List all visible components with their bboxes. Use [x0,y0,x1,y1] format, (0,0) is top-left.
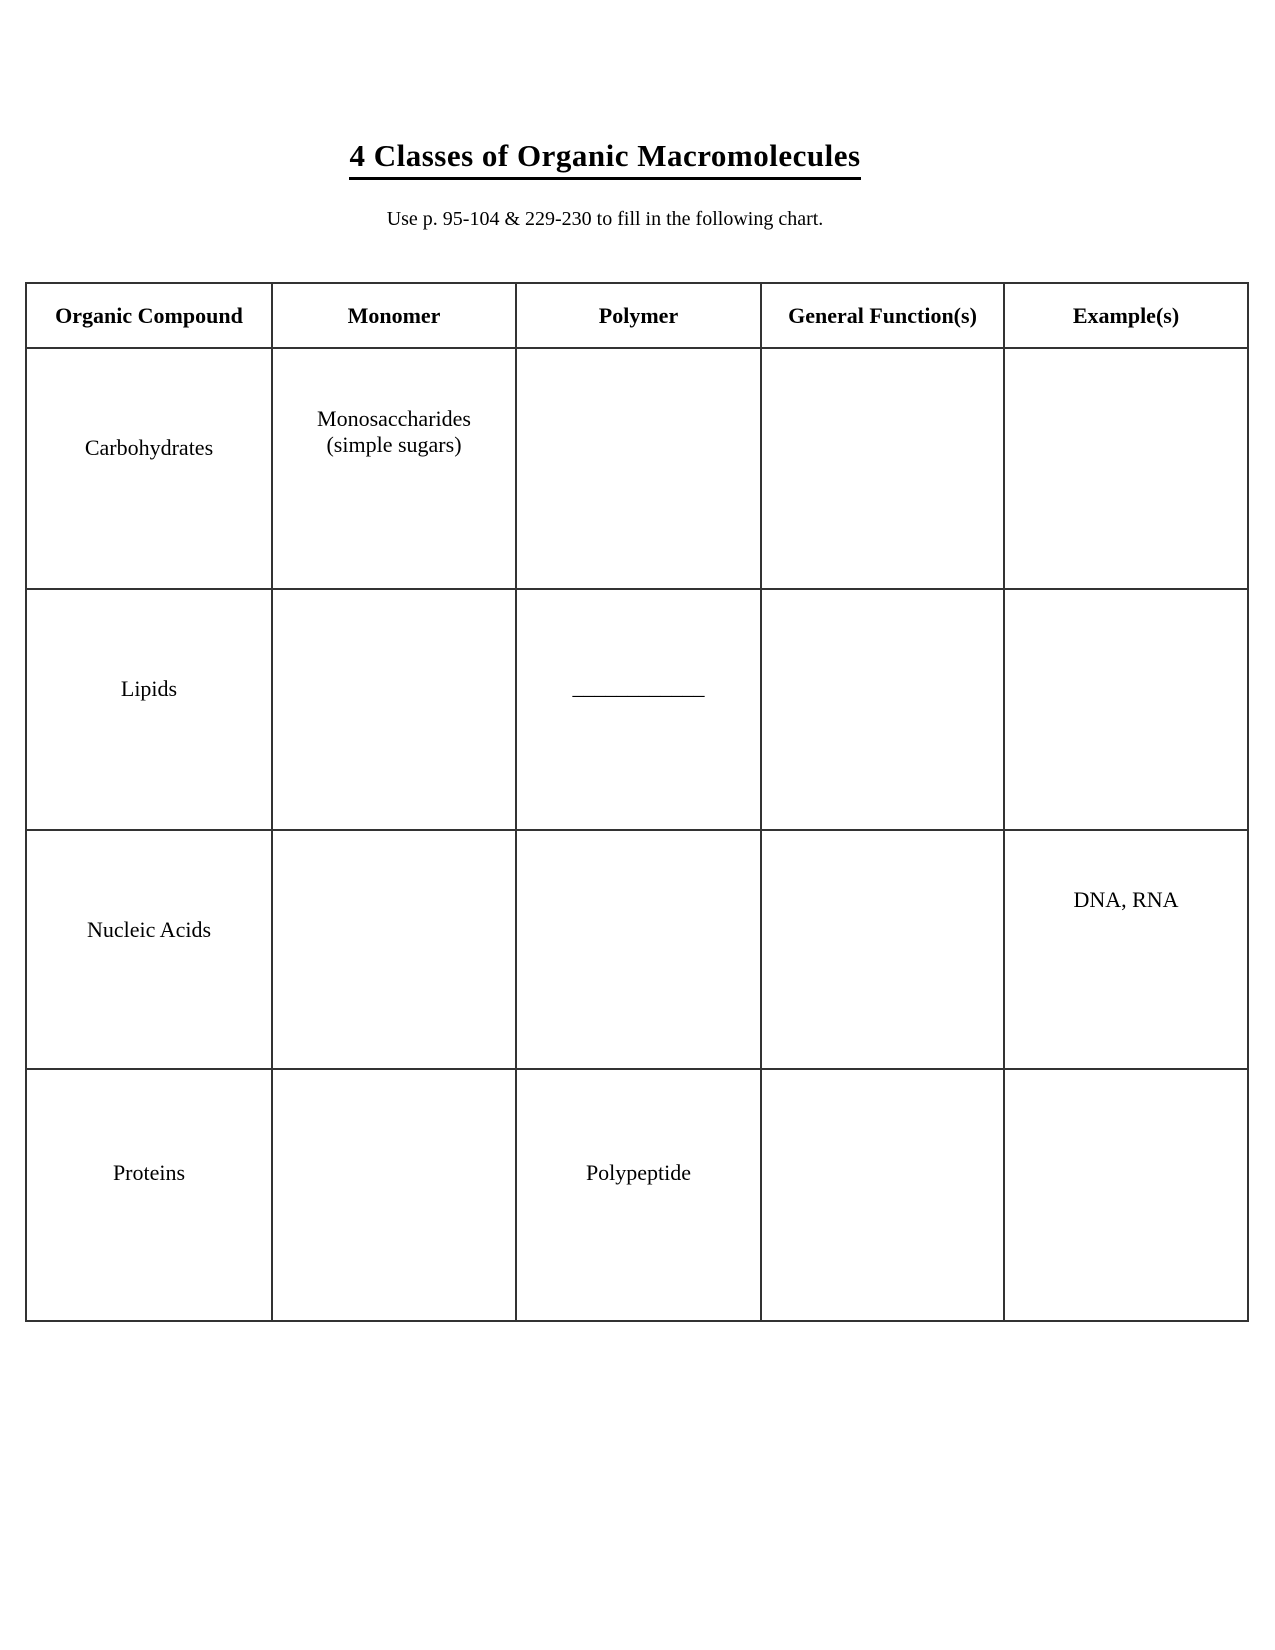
row-nucleic-acids [26,830,1248,1069]
table-header-row [26,283,1248,348]
cell-lipids-functions [761,589,1004,830]
row-proteins [26,1069,1248,1321]
cell-nucleic-acids-functions [761,830,1004,1069]
cell-lipids-polymer-blank: ____________ [516,589,761,830]
header-examples: Example(s) [1004,283,1248,348]
cell-lipids-monomer [272,589,516,830]
header-general-functions: General Function(s) [761,283,1004,348]
cell-lipids-compound: Lipids [26,589,272,830]
cell-proteins-polymer: Polypeptide [516,1069,761,1321]
row-carbohydrates [26,348,1248,589]
cell-carbohydrates-polymer [516,348,761,589]
cell-carbohydrates-functions [761,348,1004,589]
cell-proteins-functions [761,1069,1004,1321]
page-subtitle: Use p. 95-104 & 229-230 to fill in the following chart. [386,208,824,230]
cell-nucleic-acids-examples: DNA, RNA [1004,830,1248,1069]
row-lipids [26,589,1248,830]
header-organic-compound: Organic Compound [26,283,272,348]
cell-lipids-examples [1004,589,1248,830]
header-monomer: Monomer [272,283,516,348]
cell-nucleic-acids-compound: Nucleic Acids [26,830,272,1069]
cell-nucleic-acids-monomer [272,830,516,1069]
cell-carbohydrates-examples [1004,348,1248,589]
cell-carbohydrates-monomer [272,348,516,589]
cell-proteins-examples [1004,1069,1248,1321]
monomer-line-1: Monosaccharides [317,406,471,431]
page-title-text: 4 Classes of Organic Macromolecules [349,138,860,180]
page-title [0,138,1210,180]
macromolecules-table [25,282,1249,1322]
monomer-line-2: (simple sugars) [326,432,462,457]
cell-proteins-monomer [272,1069,516,1321]
cell-carbohydrates-compound: Carbohydrates [26,348,272,589]
cell-proteins-compound: Proteins [26,1069,272,1321]
header-polymer: Polymer [516,283,761,348]
cell-nucleic-acids-polymer [516,830,761,1069]
